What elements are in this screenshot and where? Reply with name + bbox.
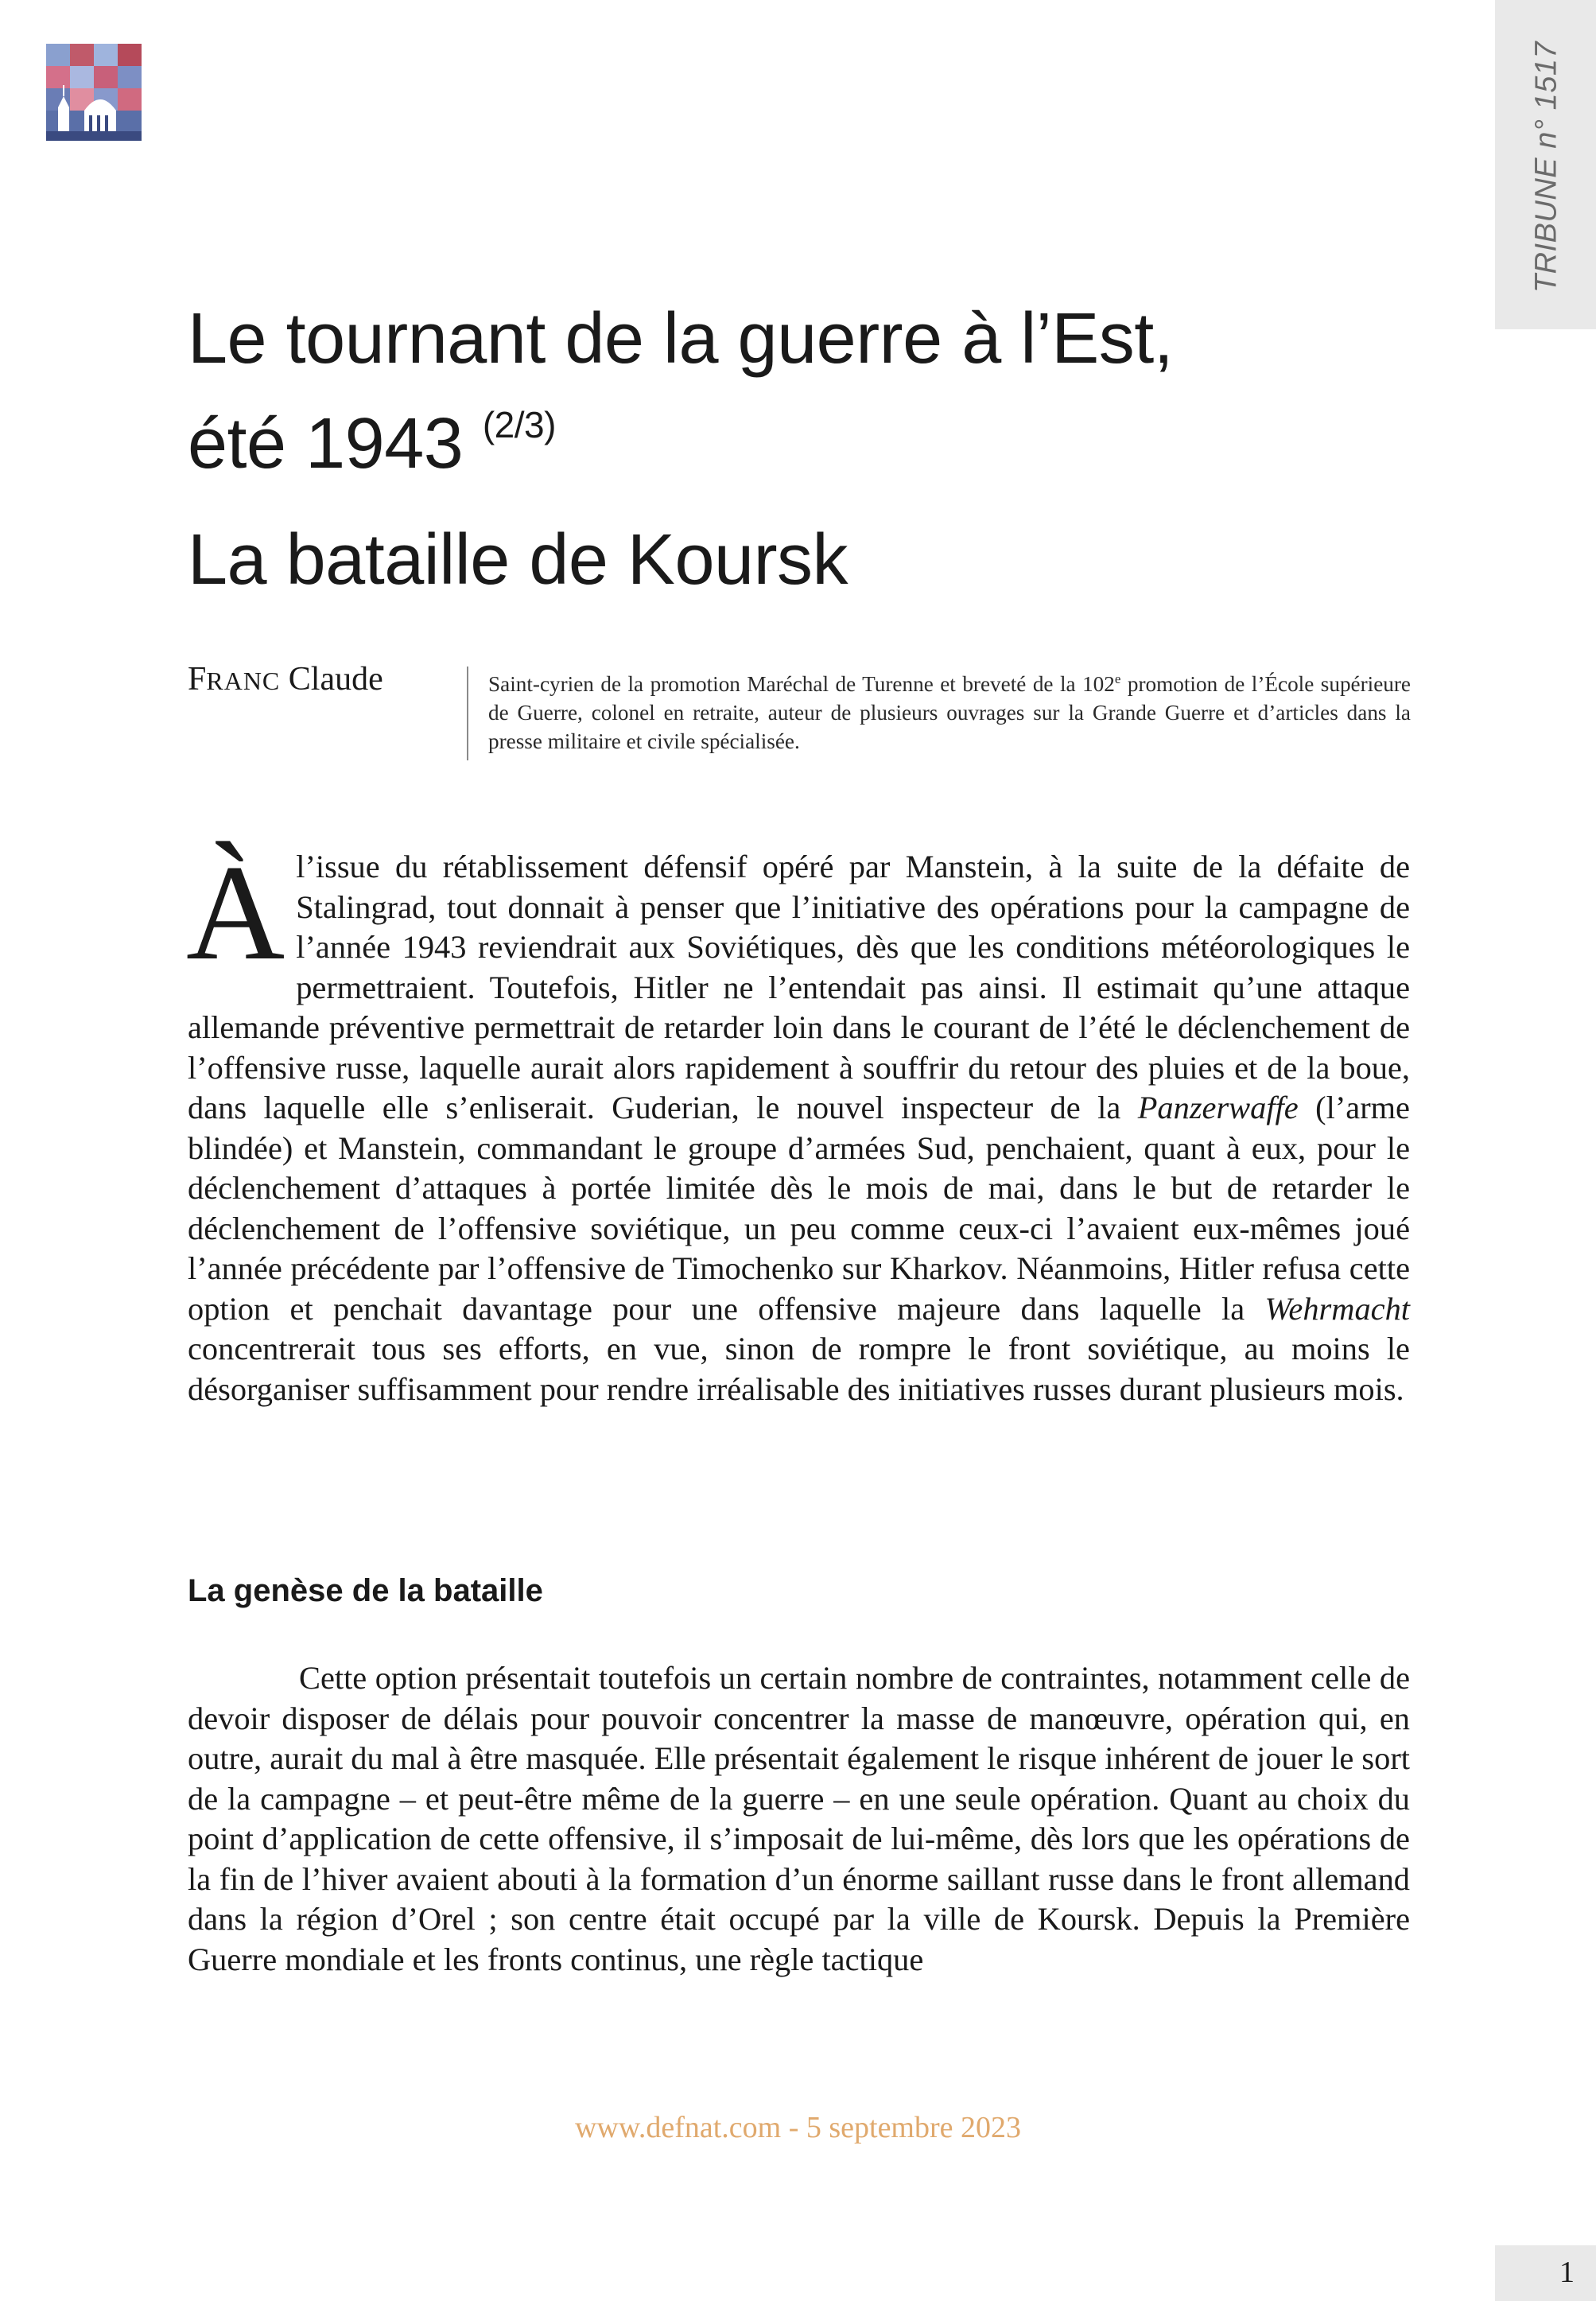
section-paragraph: Cette option présentait toutefois un certain nombre de contraintes, notamment celle de devoir disposer de délais pour pouvoir concentrer la masse de manœuvre, opération qui, en outre, aurait du mal à être masquée. Elle présentait également le risque inhérent de jouer le sort de la campagne – et peut-être même de la guerre – en une seule opération. Quant au choix du point d’application de cette offensive, il s’imposait de lui-même, dès lors que les opérations de la fin de l’hiver avaient abouti à la formation d’un énorme saillant russe dans le front allemand dans la région d’Orel ; son centre était occupé par la ville de Koursk. Depuis la Première Guerre mondiale et les fronts continus, une règle tactique (188, 1660, 1410, 1977)
author-surname-rest: RANC (206, 667, 281, 695)
intro-text-2: (l’arme blindée) et Manstein, commandant le groupe d’armées Sud, penchaient, quant à eux, pour le déclenchement d’attaques à portée limitée dès le mois de mai, dans le but de retarder le déclenchement de l’offensive soviétique, un peu comme ceux-ci l’avaient eux-mêmes joué l’année précédente par l’offensive de Timochenko sur Kharkov. Néanmoins, Hitler refusa cette option et penchait davantage pour une offensive majeure dans laquelle la (188, 1090, 1410, 1327)
page-title (188, 286, 1460, 612)
author-bio (488, 670, 1411, 756)
drop-cap: À (186, 838, 285, 989)
bio-superscript: e (1114, 670, 1121, 686)
tribune-number-label: TRIBUNE n° 1517 (1529, 41, 1563, 293)
title-line-2-text: été 1943 (188, 404, 464, 484)
author-first-name: Claude (288, 661, 383, 698)
bio-part-2: promotion de l’École supérieure de Guerre, colonel en retraite, auteur de plusieurs ouvrages sur la Grande Guerre et d’articles dans la presse militaire et civile spécialisée. (488, 672, 1411, 753)
page-number: 1 (1559, 2256, 1575, 2289)
section-heading: La genèse de la bataille (188, 1573, 543, 1608)
title-line-3: La bataille de Koursk (188, 520, 848, 600)
intro-text-3: concentrerait tous ses efforts, en vue, sinon de rompre le front soviétique, au moins le désorganiser suffisamment pour rendre irréalisable des initiatives russes durant plusieurs mois. (188, 1331, 1410, 1407)
bio-part-1: Saint-cyrien de la promotion Maréchal de Turenne et breveté de la 102 (488, 672, 1115, 696)
title-line-2 (188, 391, 1460, 507)
author-surname-initial: F (188, 661, 207, 698)
intro-emphasis-1: Panzerwaffe (1137, 1090, 1299, 1125)
intro-paragraph (186, 838, 1410, 1409)
footer-url-date: www.defnat.com - 5 septembre 2023 (574, 2111, 1022, 2144)
intro-text-1: l’issue du rétablissement défensif opéré par Manstein, à la suite de la défaite de Stalingrad, tout donnait à penser que l’initiative des opérations pour la campagne de l’année 1943 reviendrait aux Soviétiques, dès que les conditions météorologiques le permettraient. Toutefois, Hitler ne l’entendait pas ainsi. Il estimait qu’une attaque allemande préventive permettrait de retarder loin dans le courant de l’été le déclenchement de l’offensive russe, laquelle aurait alors rapidement à souffrir du retour des pluies et de la boue, dans laquelle elle s’enliserait. Guderian, le nouvel inspecteur de la (188, 849, 1410, 1125)
title-line-1: Le tournant de la guerre à l’Est, (188, 299, 1174, 379)
title-part-indicator: (2/3) (482, 404, 556, 445)
author-name (188, 660, 383, 698)
invalides-dome-logo-icon (46, 44, 142, 141)
bio-divider (467, 667, 468, 760)
intro-emphasis-2: Wehrmacht (1264, 1290, 1410, 1327)
